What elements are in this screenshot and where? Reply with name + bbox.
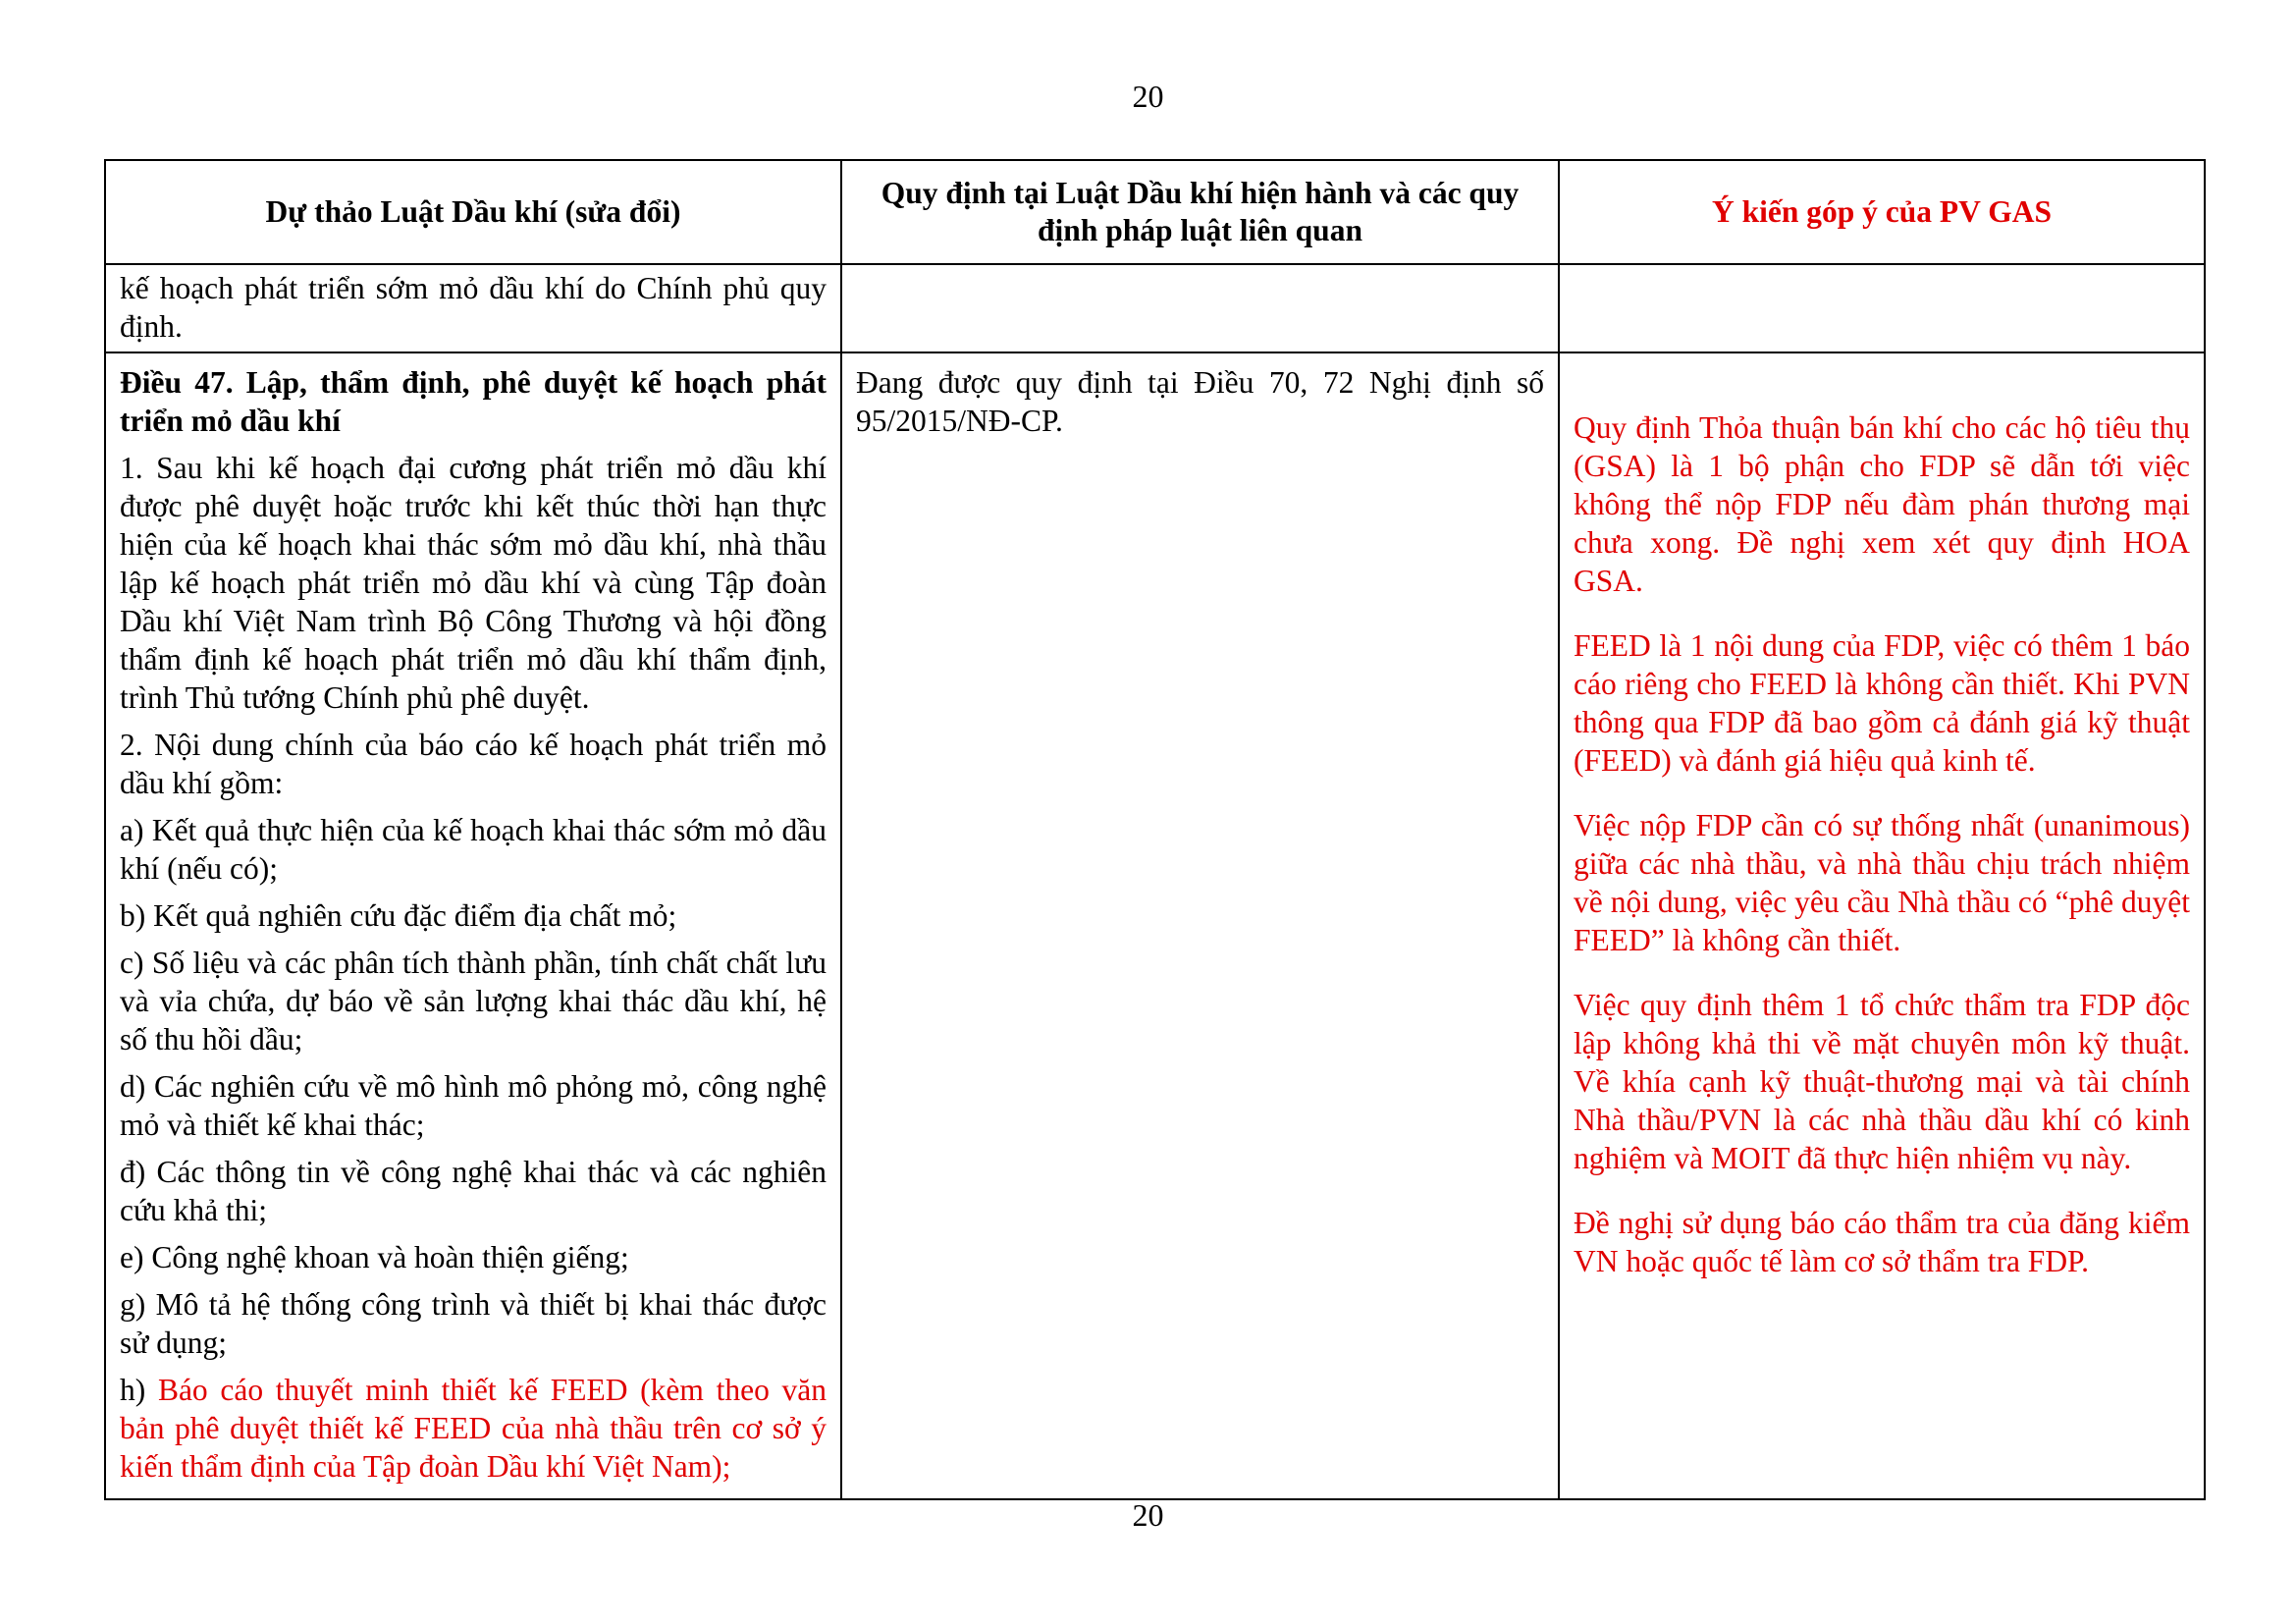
cell-current-empty — [841, 264, 1559, 352]
draft-continuation-text: kế hoạch phát triển sớm mỏ dầu khí do Chính phủ quy định. — [120, 271, 827, 344]
header-current-regulation: Quy định tại Luật Dầu khí hiện hành và các quy định pháp luật liên quan — [841, 160, 1559, 264]
table-row — [105, 352, 2205, 1499]
clause-c: c) Số liệu và các phân tích thành phần, tính chất chất lưu và vỉa chứa, dự báo về sản lượng khai thác dầu khí, hệ số thu hồi dầu; — [120, 946, 827, 1056]
cell-comment-empty — [1559, 264, 2205, 352]
cell-article-47 — [105, 352, 841, 1499]
clause-b: b) Kết quả nghiên cứu đặc điểm địa chất mỏ; — [120, 898, 677, 933]
comment-verification-org: Việc quy định thêm 1 tổ chức thẩm tra FDP độc lập không khả thi về mặt chuyên môn kỹ thuật. Về khía cạnh kỹ thuật-thương mại và tài chính Nhà thầu/PVN là các nhà thầu dầu khí có kinh nghiệm và MOIT đã thực hiện nhiệm vụ này. — [1574, 988, 2190, 1175]
cell-draft-continuation — [105, 264, 841, 352]
header-draft-law: Dự thảo Luật Dầu khí (sửa đổi) — [105, 160, 841, 264]
page-number-top: 20 — [1132, 79, 1164, 114]
page-number-bottom: 20 — [1132, 1497, 1164, 1533]
clause-dd: đ) Các thông tin về công nghệ khai thác và các nghiên cứu khả thi; — [120, 1155, 827, 1227]
clause-d: d) Các nghiên cứu về mô hình mô phỏng mỏ, công nghệ mỏ và thiết kế khai thác; — [120, 1069, 827, 1142]
comment-gsa: Quy định Thỏa thuận bán khí cho các hộ tiêu thụ (GSA) là 1 bộ phận cho FDP sẽ dẫn tới việc không thể nộp FDP nếu đàm phán thương mại chưa xong. Đề nghị xem xét quy định HOA GSA. — [1574, 410, 2190, 598]
comment-registry-report: Đề nghị sử dụng báo cáo thẩm tra của đăng kiểm VN hoặc quốc tế làm cơ sở thẩm tra FDP. — [1574, 1206, 2190, 1278]
current-regulation-text: Đang được quy định tại Điều 70, 72 Nghị định số 95/2015/NĐ-CP. — [856, 365, 1544, 438]
clause-e: e) Công nghệ khoan và hoàn thiện giếng; — [120, 1240, 629, 1274]
header-pvgas-comments: Ý kiến góp ý của PV GAS — [1559, 160, 2205, 264]
clause-h-prefix: h) — [120, 1373, 158, 1407]
table-header-row — [105, 160, 2205, 264]
cell-current-regulation — [841, 352, 1559, 1499]
clause-2: 2. Nội dung chính của báo cáo kế hoạch phát triển mỏ dầu khí gồm: — [120, 728, 827, 800]
cell-pvgas-comments — [1559, 352, 2205, 1499]
clause-g: g) Mô tả hệ thống công trình và thiết bị khai thác được sử dụng; — [120, 1287, 827, 1360]
article-title: Điều 47. Lập, thẩm định, phê duyệt kế hoạch phát triển mỏ dầu khí — [120, 365, 827, 438]
table-row — [105, 264, 2205, 352]
clause-a: a) Kết quả thực hiện của kế hoạch khai thác sớm mỏ dầu khí (nếu có); — [120, 813, 827, 886]
comment-feed-content: FEED là 1 nội dung của FDP, việc có thêm 1 báo cáo riêng cho FEED là không cần thiết. Khi PVN thông qua FDP đã bao gồm cả đánh giá kỹ thuật (FEED) và đánh giá hiệu quả kinh tế. — [1574, 628, 2190, 778]
clause-h — [120, 1371, 827, 1486]
clause-1: 1. Sau khi kế hoạch đại cương phát triển mỏ dầu khí được phê duyệt hoặc trước khi kết thúc thời hạn thực hiện của kế hoạch khai thác sớm mỏ dầu khí, nhà thầu lập kế hoạch phát triển mỏ dầu khí và cùng Tập đoàn Dầu khí Việt Nam trình Bộ Công Thương và hội đồng thẩm định kế hoạch phát triển mỏ dầu khí thẩm định, trình Thủ tướng Chính phủ phê duyệt. — [120, 451, 827, 715]
clause-h-text: Báo cáo thuyết minh thiết kế FEED (kèm theo văn bản phê duyệt thiết kế FEED của nhà thầu trên cơ sở ý kiến thẩm định của Tập đoàn Dầu khí Việt Nam); — [120, 1373, 827, 1484]
comment-unanimous: Việc nộp FDP cần có sự thống nhất (unanimous) giữa các nhà thầu, và nhà thầu chịu trách nhiệm về nội dung, việc yêu cầu Nhà thầu có “phê duyệt FEED” là không cần thiết. — [1574, 808, 2190, 957]
comparison-table — [104, 159, 2206, 1500]
